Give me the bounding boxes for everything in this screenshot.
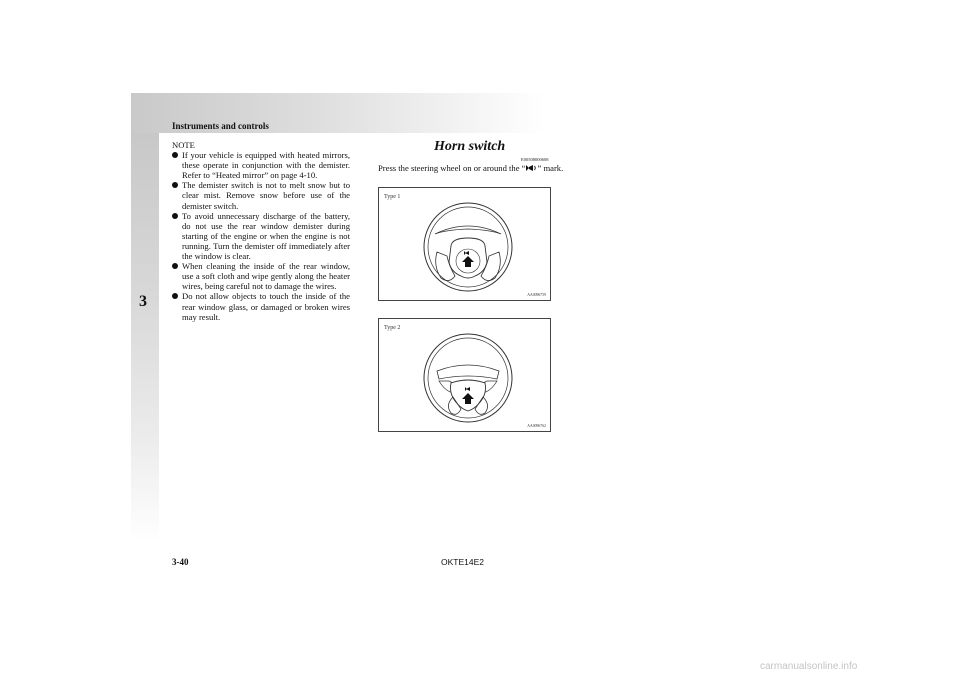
bullet-icon bbox=[172, 213, 178, 219]
page-number: 3-40 bbox=[172, 557, 189, 567]
section-header-title: Instruments and controls bbox=[172, 121, 269, 131]
note-item-text: If your vehicle is equipped with heated mirrors, these operate in conjunction with the demister. Refer to “Heated mirror” on page 4-10. bbox=[182, 150, 350, 181]
note-block bbox=[172, 140, 350, 322]
figure-type-2 bbox=[378, 318, 551, 432]
bullet-icon bbox=[172, 182, 178, 188]
figure-code: AA0096762 bbox=[527, 424, 546, 428]
note-item bbox=[172, 211, 350, 261]
figure-type-1 bbox=[378, 187, 551, 301]
chapter-number: 3 bbox=[139, 293, 147, 310]
note-item bbox=[172, 150, 350, 180]
note-item-text: The demister switch is not to melt snow but to clear mist. Remove snow before use of the demister switch. bbox=[182, 180, 350, 211]
note-item bbox=[172, 291, 350, 321]
note-item-text: When cleaning the inside of the rear window, use a soft cloth and wipe gently along the heater wires, being careful not to damage the wires. bbox=[182, 261, 350, 292]
note-item-text: To avoid unnecessary discharge of the battery, do not use the rear window demister during starting of the engine or when the engine is not running. Turn the demister off immediately after the window is clear. bbox=[182, 210, 350, 262]
figure-code: AA0096759 bbox=[527, 293, 546, 297]
bullet-icon bbox=[172, 293, 178, 299]
note-item bbox=[172, 180, 350, 210]
bullet-icon bbox=[172, 263, 178, 269]
steering-wheel-type-2-illustration bbox=[423, 331, 513, 423]
bullet-icon bbox=[172, 152, 178, 158]
section-code: E00508000608 bbox=[521, 157, 549, 162]
figure-label: Type 1 bbox=[384, 194, 401, 200]
note-item-text: Do not allow objects to touch the inside of the rear window glass, or damaged or broken wires may result. bbox=[182, 291, 350, 322]
note-heading: NOTE bbox=[172, 140, 195, 150]
document-code: OKTE14E2 bbox=[441, 557, 484, 567]
instruction-text-after: ” mark. bbox=[537, 163, 564, 173]
horn-switch-title: Horn switch bbox=[434, 139, 506, 154]
steering-wheel-type-1-illustration bbox=[423, 200, 513, 292]
chapter-tab bbox=[131, 133, 159, 543]
horn-instruction bbox=[378, 163, 578, 174]
watermark: carmanualsonline.info bbox=[760, 661, 858, 672]
figure-label: Type 2 bbox=[384, 325, 401, 331]
instruction-text-before: Press the steering wheel on or around the “ bbox=[378, 163, 526, 173]
note-item bbox=[172, 261, 350, 291]
horn-icon bbox=[525, 164, 537, 174]
